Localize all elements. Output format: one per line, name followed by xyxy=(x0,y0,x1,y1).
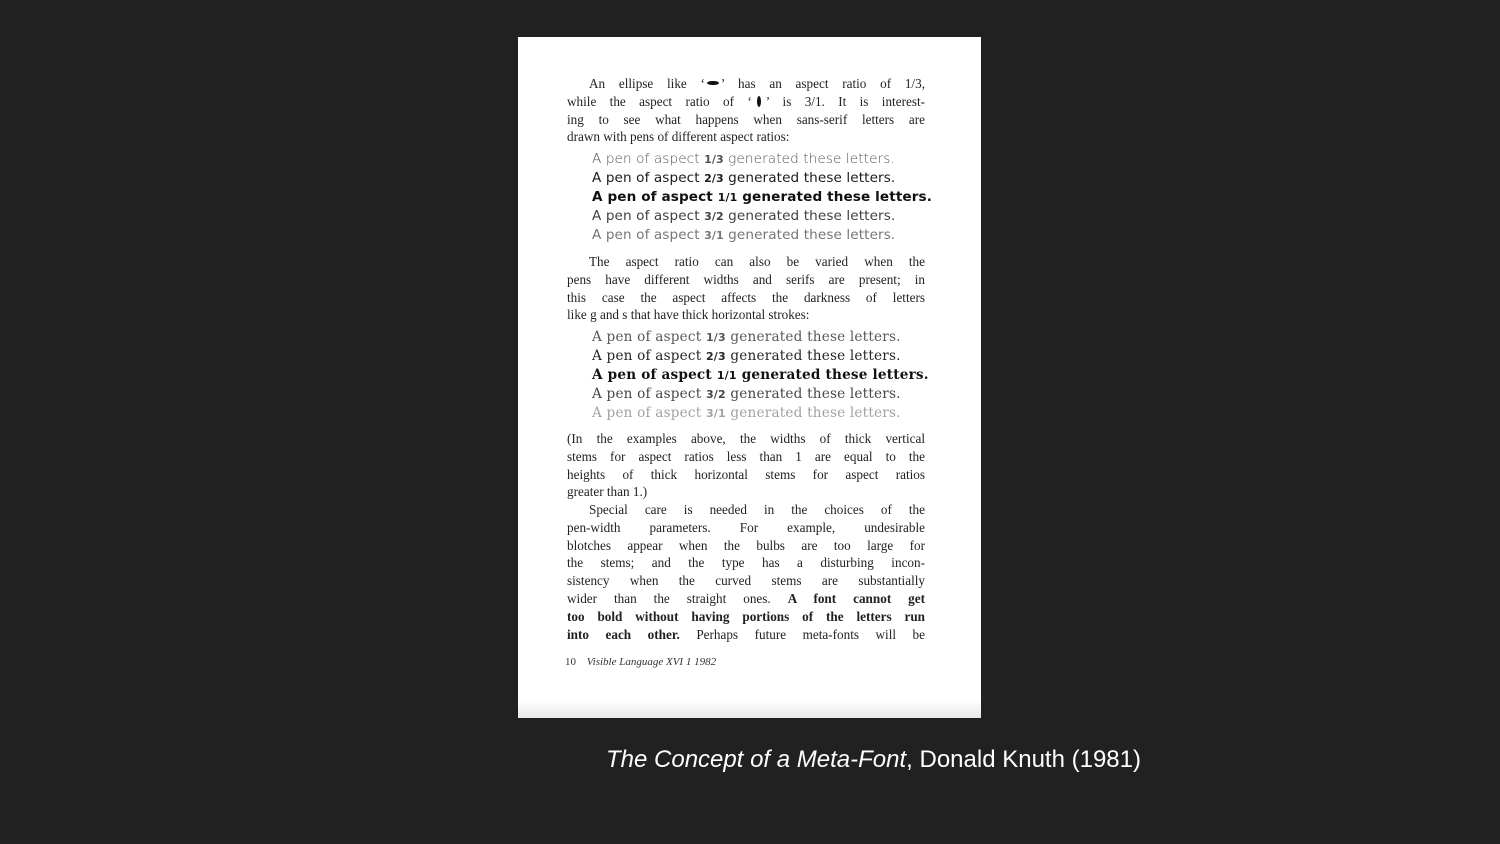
text-line: this case the aspect affects the darkness of letters xyxy=(567,289,925,305)
text-line: The aspect ratio can also be varied when the xyxy=(589,254,925,269)
paragraph-ellipse-intro xyxy=(567,75,925,146)
book-page-scan xyxy=(518,37,981,718)
sample-line-aspect-3-1: A pen of aspect 3/1 generated these letters. xyxy=(592,227,896,243)
text-line: ing to see what happens when sans-serif letters are xyxy=(567,111,925,127)
text-line: while the aspect ratio of ‘ ’ is 3/1. It is interest- xyxy=(567,93,926,109)
text-line: Special care is needed in the choices of the xyxy=(589,502,925,517)
text-line: pen-width parameters. For example, undesirable xyxy=(567,519,925,535)
sample-line-aspect-1-1: A pen of aspect 1/1 generated these letters. xyxy=(592,189,933,205)
text-line: (In the examples above, the widths of thick vertical xyxy=(567,431,925,446)
page-footer xyxy=(565,656,716,668)
text-line: An ellipse like ‘ ’ has an aspect ratio of 1/3, xyxy=(589,76,925,91)
text-line: too bold without having portions of the letters run xyxy=(567,608,925,624)
vertical-ellipse-icon xyxy=(757,96,761,107)
text-line: into each other. Perhaps future meta-fonts will be xyxy=(567,626,925,642)
text-line: wider than the straight ones. A font cannot get xyxy=(567,590,926,606)
text-line: sistency when the curved stems are substantially xyxy=(567,573,925,589)
text-line: pens have different widths and serifs are present; in xyxy=(567,271,925,287)
sample-line-aspect-1-1: A pen of aspect 1/1 generated these letters. xyxy=(592,367,929,383)
text-line: stems for aspect ratios less than 1 are equal to the xyxy=(567,448,925,464)
paragraph-serif-intro xyxy=(567,253,925,324)
sample-line-aspect-1-3: A pen of aspect 1/3 generated these letters. xyxy=(592,329,901,345)
text-line: like g and s that have thick horizontal strokes: xyxy=(567,307,810,323)
sans-serif-samples xyxy=(592,150,932,245)
text-line: greater than 1.) xyxy=(567,484,648,500)
sample-line-aspect-3-2: A pen of aspect 3/2 generated these letters. xyxy=(592,386,901,402)
text-line: heights of thick horizontal stems for aspect ratios xyxy=(567,466,925,482)
sample-line-aspect-1-3: A pen of aspect 1/3 generated these letters. xyxy=(592,151,895,167)
journal-citation: Visible Language XVI 1 1982 xyxy=(586,656,717,668)
slide-caption xyxy=(606,746,1141,774)
caption-title: The Concept of a Meta-Font xyxy=(606,746,907,773)
paragraph-special-care xyxy=(567,501,925,643)
text-line: drawn with pens of different aspect ratios: xyxy=(567,129,790,145)
serif-samples xyxy=(592,328,929,423)
sample-line-aspect-2-3: A pen of aspect 2/3 generated these letters. xyxy=(592,170,896,186)
paragraph-examples-note xyxy=(567,430,925,501)
sample-line-aspect-3-2: A pen of aspect 3/2 generated these letters. xyxy=(592,208,896,224)
sample-line-aspect-2-3: A pen of aspect 2/3 generated these letters. xyxy=(592,348,901,364)
sample-line-aspect-3-1: A pen of aspect 3/1 generated these letters. xyxy=(592,405,901,421)
page-number: 10 xyxy=(565,656,576,668)
horizontal-ellipse-icon xyxy=(707,81,719,86)
text-line: the stems; and the type has a disturbing incon- xyxy=(567,555,925,571)
text-line: blotches appear when the bulbs are too large for xyxy=(567,537,925,553)
caption-author: , Donald Knuth (1981) xyxy=(906,746,1141,773)
